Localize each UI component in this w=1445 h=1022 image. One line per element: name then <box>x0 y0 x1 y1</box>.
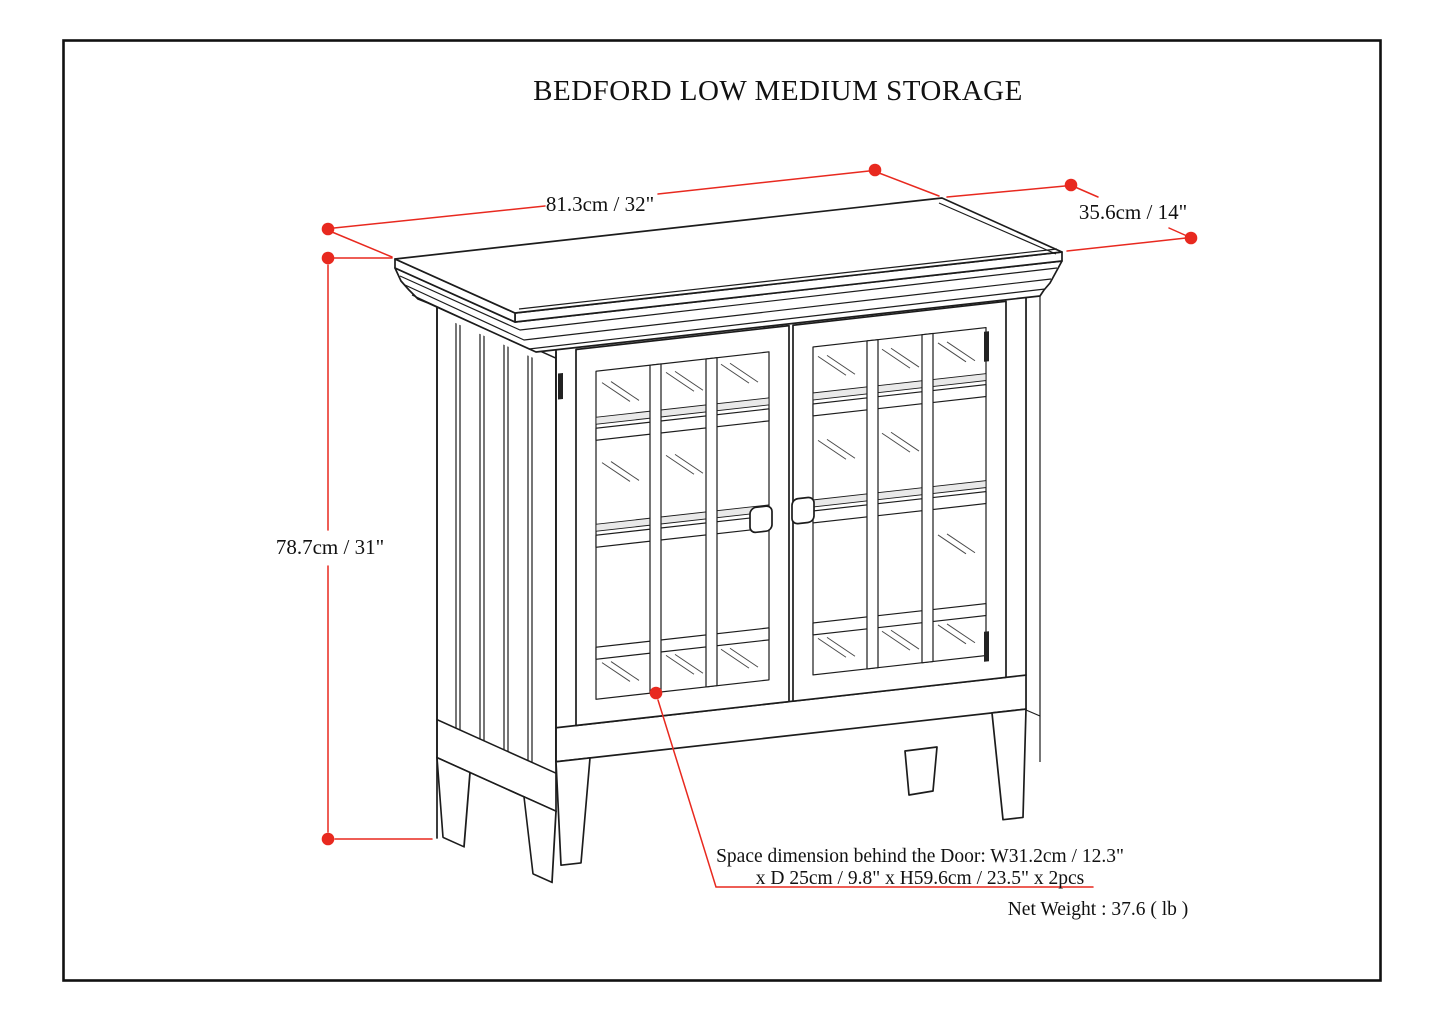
dimension-endpoint-dot <box>869 164 882 177</box>
dimension-endpoint-dot <box>322 833 335 846</box>
door-space-note-line1: Space dimension behind the Door: W31.2cm / 12.3" <box>716 846 1124 867</box>
left-door-handle <box>750 506 772 533</box>
depth-dimension-label: 35.6cm / 14" <box>1078 200 1188 224</box>
net-weight-label: Net Weight : 37.6 ( lb ) <box>1007 899 1189 920</box>
right-door-handle <box>792 497 814 524</box>
width-dimension-label: 81.3cm / 32" <box>545 192 655 216</box>
dimension-endpoint-dot <box>1065 179 1078 192</box>
dimension-endpoint-dot <box>322 252 335 265</box>
page-title: BEDFORD LOW MEDIUM STORAGE <box>533 75 1023 107</box>
right-side-sliver <box>1026 270 1040 716</box>
dimension-endpoint-dot <box>322 223 335 236</box>
height-dimension-label: 78.7cm / 31" <box>275 535 385 559</box>
back-right-leg <box>905 747 937 795</box>
dimension-endpoint-dot <box>1185 232 1198 245</box>
hinge <box>558 373 563 400</box>
hinge <box>984 331 989 362</box>
right-door <box>793 301 1006 701</box>
door-space-note-line2: x D 25cm / 9.8" x H59.6cm / 23.5" x 2pcs <box>755 868 1085 889</box>
leader-dot <box>650 687 663 700</box>
hinge <box>984 631 989 662</box>
